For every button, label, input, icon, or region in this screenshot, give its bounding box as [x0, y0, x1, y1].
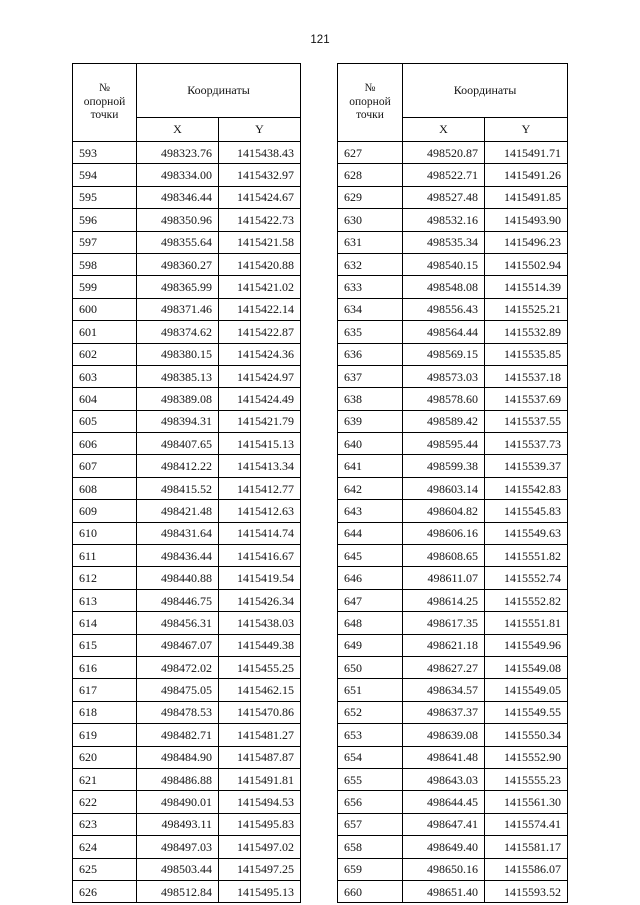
x-coordinate-cell: 498608.65 — [403, 545, 485, 567]
x-coordinate-cell: 498467.07 — [137, 634, 219, 656]
table-row — [73, 791, 301, 813]
y-column-header: Y — [219, 118, 301, 142]
point-number-cell: 623 — [73, 813, 137, 835]
y-coordinate-cell: 1415462.15 — [219, 679, 301, 701]
x-coordinate-cell: 498421.48 — [137, 500, 219, 522]
x-coordinate-cell: 498497.03 — [137, 836, 219, 858]
x-coordinate-cell: 498627.27 — [403, 656, 485, 678]
table-row — [338, 701, 568, 723]
table-row — [338, 656, 568, 678]
y-coordinate-cell: 1415491.85 — [485, 186, 568, 208]
y-coordinate-cell: 1415561.30 — [485, 791, 568, 813]
point-number-cell: 657 — [338, 813, 403, 835]
x-coordinate-cell: 498639.08 — [403, 724, 485, 746]
table-row — [73, 433, 301, 455]
point-number-cell: 611 — [73, 545, 137, 567]
y-coordinate-cell: 1415424.36 — [219, 343, 301, 365]
point-number-cell: 610 — [73, 522, 137, 544]
point-number-cell: 641 — [338, 455, 403, 477]
table-row — [338, 253, 568, 275]
x-coordinate-cell: 498520.87 — [403, 142, 485, 164]
coordinates-table-right — [337, 63, 568, 903]
table-row — [73, 656, 301, 678]
x-coordinate-cell: 498569.15 — [403, 343, 485, 365]
x-coordinate-cell: 498412.22 — [137, 455, 219, 477]
y-coordinate-cell: 1415581.17 — [485, 836, 568, 858]
y-coordinate-cell: 1415552.82 — [485, 589, 568, 611]
y-coordinate-cell: 1415438.43 — [219, 142, 301, 164]
point-number-cell: 646 — [338, 567, 403, 589]
point-number-cell: 656 — [338, 791, 403, 813]
x-coordinate-cell: 498446.75 — [137, 589, 219, 611]
point-number-cell: 620 — [73, 746, 137, 768]
table-row — [73, 500, 301, 522]
table-row — [338, 343, 568, 365]
y-coordinate-cell: 1415420.88 — [219, 253, 301, 275]
point-number-cell: 647 — [338, 589, 403, 611]
y-coordinate-cell: 1415552.90 — [485, 746, 568, 768]
y-coordinate-cell: 1415497.25 — [219, 858, 301, 880]
x-coordinate-cell: 498472.02 — [137, 656, 219, 678]
table-row — [338, 500, 568, 522]
y-coordinate-cell: 1415432.97 — [219, 164, 301, 186]
point-number-cell: 629 — [338, 186, 403, 208]
x-coordinate-cell: 498490.01 — [137, 791, 219, 813]
table-row — [338, 679, 568, 701]
table-row — [338, 477, 568, 499]
table-row — [338, 768, 568, 790]
x-coordinate-cell: 498527.48 — [403, 186, 485, 208]
coordinates-table-left — [72, 63, 301, 903]
point-number-header: № опорной точки — [73, 64, 137, 142]
table-row — [73, 343, 301, 365]
point-number-cell: 613 — [73, 589, 137, 611]
point-number-cell: 612 — [73, 567, 137, 589]
point-number-cell: 614 — [73, 612, 137, 634]
y-coordinate-cell: 1415552.74 — [485, 567, 568, 589]
y-column-header: Y — [485, 118, 568, 142]
x-coordinate-cell: 498604.82 — [403, 500, 485, 522]
y-coordinate-cell: 1415491.81 — [219, 768, 301, 790]
point-number-cell: 630 — [338, 209, 403, 231]
table-row — [338, 276, 568, 298]
table-row — [338, 746, 568, 768]
point-number-cell: 593 — [73, 142, 137, 164]
x-coordinate-cell: 498535.34 — [403, 231, 485, 253]
y-coordinate-cell: 1415549.63 — [485, 522, 568, 544]
coordinates-header: Координаты — [137, 64, 301, 118]
point-number-cell: 632 — [338, 253, 403, 275]
x-coordinate-cell: 498556.43 — [403, 298, 485, 320]
y-coordinate-cell: 1415424.67 — [219, 186, 301, 208]
x-coordinate-cell: 498440.88 — [137, 567, 219, 589]
y-coordinate-cell: 1415493.90 — [485, 209, 568, 231]
x-coordinate-cell: 498355.64 — [137, 231, 219, 253]
point-number-cell: 626 — [73, 880, 137, 902]
y-coordinate-cell: 1415537.18 — [485, 365, 568, 387]
table-row — [338, 880, 568, 902]
point-number-cell: 602 — [73, 343, 137, 365]
point-number-cell: 658 — [338, 836, 403, 858]
x-column-header: X — [403, 118, 485, 142]
y-coordinate-cell: 1415555.23 — [485, 768, 568, 790]
point-number-cell: 660 — [338, 880, 403, 902]
point-number-cell: 643 — [338, 500, 403, 522]
x-coordinate-cell: 498641.48 — [403, 746, 485, 768]
point-number-cell: 638 — [338, 388, 403, 410]
point-number-cell: 618 — [73, 701, 137, 723]
x-coordinate-cell: 498637.37 — [403, 701, 485, 723]
x-coordinate-cell: 498482.71 — [137, 724, 219, 746]
x-coordinate-cell: 498650.16 — [403, 858, 485, 880]
point-number-cell: 599 — [73, 276, 137, 298]
table-row — [73, 276, 301, 298]
y-coordinate-cell: 1415494.53 — [219, 791, 301, 813]
table-row — [73, 612, 301, 634]
y-coordinate-cell: 1415421.02 — [219, 276, 301, 298]
y-coordinate-cell: 1415424.49 — [219, 388, 301, 410]
y-coordinate-cell: 1415422.73 — [219, 209, 301, 231]
table-row — [73, 858, 301, 880]
y-coordinate-cell: 1415455.25 — [219, 656, 301, 678]
table-row — [73, 880, 301, 902]
table-row — [73, 298, 301, 320]
y-coordinate-cell: 1415421.58 — [219, 231, 301, 253]
x-coordinate-cell: 498606.16 — [403, 522, 485, 544]
point-number-cell: 654 — [338, 746, 403, 768]
table-row — [338, 567, 568, 589]
point-number-cell: 633 — [338, 276, 403, 298]
point-number-cell: 659 — [338, 858, 403, 880]
point-number-cell: 640 — [338, 433, 403, 455]
y-coordinate-cell: 1415422.87 — [219, 321, 301, 343]
y-coordinate-cell: 1415416.67 — [219, 545, 301, 567]
table-row — [338, 365, 568, 387]
table-row — [73, 567, 301, 589]
table-row — [73, 186, 301, 208]
y-coordinate-cell: 1415424.97 — [219, 365, 301, 387]
point-number-cell: 601 — [73, 321, 137, 343]
x-coordinate-cell: 498564.44 — [403, 321, 485, 343]
x-coordinate-cell: 498578.60 — [403, 388, 485, 410]
x-coordinate-cell: 498644.45 — [403, 791, 485, 813]
table-row — [338, 545, 568, 567]
point-number-cell: 596 — [73, 209, 137, 231]
x-coordinate-cell: 498589.42 — [403, 410, 485, 432]
point-number-cell: 637 — [338, 365, 403, 387]
coordinates-header: Координаты — [403, 64, 568, 118]
x-coordinate-cell: 498415.52 — [137, 477, 219, 499]
y-coordinate-cell: 1415419.54 — [219, 567, 301, 589]
x-coordinate-cell: 498360.27 — [137, 253, 219, 275]
point-number-cell: 594 — [73, 164, 137, 186]
point-number-cell: 628 — [338, 164, 403, 186]
point-number-header: № опорной точки — [338, 64, 403, 142]
table-row — [338, 410, 568, 432]
table-row — [338, 813, 568, 835]
table-row — [338, 791, 568, 813]
point-number-cell: 616 — [73, 656, 137, 678]
table-row — [73, 634, 301, 656]
table-row — [338, 186, 568, 208]
x-coordinate-cell: 498599.38 — [403, 455, 485, 477]
table-row — [338, 455, 568, 477]
point-number-cell: 644 — [338, 522, 403, 544]
table-row — [73, 836, 301, 858]
y-coordinate-cell: 1415491.26 — [485, 164, 568, 186]
y-coordinate-cell: 1415545.83 — [485, 500, 568, 522]
point-number-cell: 631 — [338, 231, 403, 253]
table-row — [338, 321, 568, 343]
point-number-cell: 603 — [73, 365, 137, 387]
table-row — [338, 522, 568, 544]
x-coordinate-cell: 498475.05 — [137, 679, 219, 701]
table-row — [73, 253, 301, 275]
x-coordinate-cell: 498374.62 — [137, 321, 219, 343]
point-number-cell: 651 — [338, 679, 403, 701]
x-coordinate-cell: 498617.35 — [403, 612, 485, 634]
table-row — [73, 522, 301, 544]
table-row — [338, 836, 568, 858]
point-number-cell: 619 — [73, 724, 137, 746]
y-coordinate-cell: 1415438.03 — [219, 612, 301, 634]
x-coordinate-cell: 498532.16 — [403, 209, 485, 231]
y-coordinate-cell: 1415550.34 — [485, 724, 568, 746]
table-row — [73, 477, 301, 499]
table-row — [338, 858, 568, 880]
x-coordinate-cell: 498407.65 — [137, 433, 219, 455]
table-row — [338, 142, 568, 164]
x-coordinate-cell: 498649.40 — [403, 836, 485, 858]
point-number-cell: 622 — [73, 791, 137, 813]
y-coordinate-cell: 1415412.77 — [219, 477, 301, 499]
page-number: 121 — [310, 34, 330, 46]
point-number-cell: 598 — [73, 253, 137, 275]
x-coordinate-cell: 498621.18 — [403, 634, 485, 656]
x-coordinate-cell: 498540.15 — [403, 253, 485, 275]
y-coordinate-cell: 1415449.38 — [219, 634, 301, 656]
x-coordinate-cell: 498385.13 — [137, 365, 219, 387]
table-row — [73, 164, 301, 186]
point-number-cell: 649 — [338, 634, 403, 656]
y-coordinate-cell: 1415514.39 — [485, 276, 568, 298]
y-coordinate-cell: 1415537.69 — [485, 388, 568, 410]
y-coordinate-cell: 1415549.08 — [485, 656, 568, 678]
table-row — [73, 701, 301, 723]
table-row — [73, 746, 301, 768]
x-coordinate-cell: 498486.88 — [137, 768, 219, 790]
table-row — [338, 298, 568, 320]
y-coordinate-cell: 1415539.37 — [485, 455, 568, 477]
x-coordinate-cell: 498503.44 — [137, 858, 219, 880]
y-coordinate-cell: 1415549.96 — [485, 634, 568, 656]
y-coordinate-cell: 1415549.55 — [485, 701, 568, 723]
table-row — [73, 209, 301, 231]
y-coordinate-cell: 1415593.52 — [485, 880, 568, 902]
x-coordinate-cell: 498394.31 — [137, 410, 219, 432]
x-coordinate-cell: 498647.41 — [403, 813, 485, 835]
y-coordinate-cell: 1415535.85 — [485, 343, 568, 365]
point-number-cell: 634 — [338, 298, 403, 320]
table-row — [338, 209, 568, 231]
point-number-cell: 608 — [73, 477, 137, 499]
y-coordinate-cell: 1415586.07 — [485, 858, 568, 880]
x-coordinate-cell: 498484.90 — [137, 746, 219, 768]
point-number-cell: 600 — [73, 298, 137, 320]
y-coordinate-cell: 1415422.14 — [219, 298, 301, 320]
y-coordinate-cell: 1415421.79 — [219, 410, 301, 432]
table-row — [73, 321, 301, 343]
y-coordinate-cell: 1415470.86 — [219, 701, 301, 723]
y-coordinate-cell: 1415495.13 — [219, 880, 301, 902]
x-coordinate-cell: 498346.44 — [137, 186, 219, 208]
table-row — [338, 164, 568, 186]
point-number-cell: 609 — [73, 500, 137, 522]
point-number-cell: 607 — [73, 455, 137, 477]
table-row — [73, 813, 301, 835]
y-coordinate-cell: 1415487.87 — [219, 746, 301, 768]
point-number-cell: 645 — [338, 545, 403, 567]
table-row — [338, 612, 568, 634]
point-number-cell: 606 — [73, 433, 137, 455]
x-coordinate-cell: 498350.96 — [137, 209, 219, 231]
x-coordinate-cell: 498493.11 — [137, 813, 219, 835]
point-number-cell: 625 — [73, 858, 137, 880]
point-number-cell: 615 — [73, 634, 137, 656]
x-coordinate-cell: 498365.99 — [137, 276, 219, 298]
point-number-cell: 650 — [338, 656, 403, 678]
point-number-cell: 624 — [73, 836, 137, 858]
y-coordinate-cell: 1415415.13 — [219, 433, 301, 455]
table-row — [73, 679, 301, 701]
y-coordinate-cell: 1415481.27 — [219, 724, 301, 746]
point-number-cell: 635 — [338, 321, 403, 343]
point-number-cell: 617 — [73, 679, 137, 701]
x-coordinate-cell: 498436.44 — [137, 545, 219, 567]
x-coordinate-cell: 498595.44 — [403, 433, 485, 455]
table-row — [338, 388, 568, 410]
table-row — [338, 589, 568, 611]
table-row — [338, 433, 568, 455]
table-row — [338, 724, 568, 746]
y-coordinate-cell: 1415495.83 — [219, 813, 301, 835]
point-number-cell: 652 — [338, 701, 403, 723]
x-coordinate-cell: 498380.15 — [137, 343, 219, 365]
y-coordinate-cell: 1415542.83 — [485, 477, 568, 499]
y-coordinate-cell: 1415426.34 — [219, 589, 301, 611]
table-row — [338, 231, 568, 253]
point-number-cell: 595 — [73, 186, 137, 208]
x-coordinate-cell: 498611.07 — [403, 567, 485, 589]
point-number-cell: 655 — [338, 768, 403, 790]
y-coordinate-cell: 1415532.89 — [485, 321, 568, 343]
x-coordinate-cell: 498456.31 — [137, 612, 219, 634]
y-coordinate-cell: 1415549.05 — [485, 679, 568, 701]
x-coordinate-cell: 498522.71 — [403, 164, 485, 186]
y-coordinate-cell: 1415551.81 — [485, 612, 568, 634]
x-column-header: X — [137, 118, 219, 142]
x-coordinate-cell: 498323.76 — [137, 142, 219, 164]
y-coordinate-cell: 1415525.21 — [485, 298, 568, 320]
table-row — [73, 365, 301, 387]
y-coordinate-cell: 1415412.63 — [219, 500, 301, 522]
point-number-cell: 627 — [338, 142, 403, 164]
y-coordinate-cell: 1415574.41 — [485, 813, 568, 835]
table-row — [73, 231, 301, 253]
table-row — [73, 545, 301, 567]
point-number-cell: 636 — [338, 343, 403, 365]
table-row — [73, 388, 301, 410]
x-coordinate-cell: 498431.64 — [137, 522, 219, 544]
table-row — [73, 724, 301, 746]
table-row — [73, 455, 301, 477]
table-row — [73, 589, 301, 611]
y-coordinate-cell: 1415497.02 — [219, 836, 301, 858]
x-coordinate-cell: 498573.03 — [403, 365, 485, 387]
x-coordinate-cell: 498512.84 — [137, 880, 219, 902]
y-coordinate-cell: 1415537.55 — [485, 410, 568, 432]
point-number-cell: 653 — [338, 724, 403, 746]
x-coordinate-cell: 498334.00 — [137, 164, 219, 186]
x-coordinate-cell: 498643.03 — [403, 768, 485, 790]
y-coordinate-cell: 1415496.23 — [485, 231, 568, 253]
x-coordinate-cell: 498478.53 — [137, 701, 219, 723]
point-number-cell: 621 — [73, 768, 137, 790]
table-row — [338, 634, 568, 656]
y-coordinate-cell: 1415413.34 — [219, 455, 301, 477]
y-coordinate-cell: 1415502.94 — [485, 253, 568, 275]
point-number-cell: 639 — [338, 410, 403, 432]
x-coordinate-cell: 498548.08 — [403, 276, 485, 298]
point-number-cell: 604 — [73, 388, 137, 410]
y-coordinate-cell: 1415491.71 — [485, 142, 568, 164]
y-coordinate-cell: 1415537.73 — [485, 433, 568, 455]
table-row — [73, 410, 301, 432]
point-number-cell: 597 — [73, 231, 137, 253]
x-coordinate-cell: 498614.25 — [403, 589, 485, 611]
y-coordinate-cell: 1415414.74 — [219, 522, 301, 544]
table-row — [73, 142, 301, 164]
point-number-cell: 648 — [338, 612, 403, 634]
x-coordinate-cell: 498634.57 — [403, 679, 485, 701]
y-coordinate-cell: 1415551.82 — [485, 545, 568, 567]
x-coordinate-cell: 498389.08 — [137, 388, 219, 410]
x-coordinate-cell: 498603.14 — [403, 477, 485, 499]
point-number-cell: 605 — [73, 410, 137, 432]
x-coordinate-cell: 498371.46 — [137, 298, 219, 320]
point-number-cell: 642 — [338, 477, 403, 499]
x-coordinate-cell: 498651.40 — [403, 880, 485, 902]
table-row — [73, 768, 301, 790]
